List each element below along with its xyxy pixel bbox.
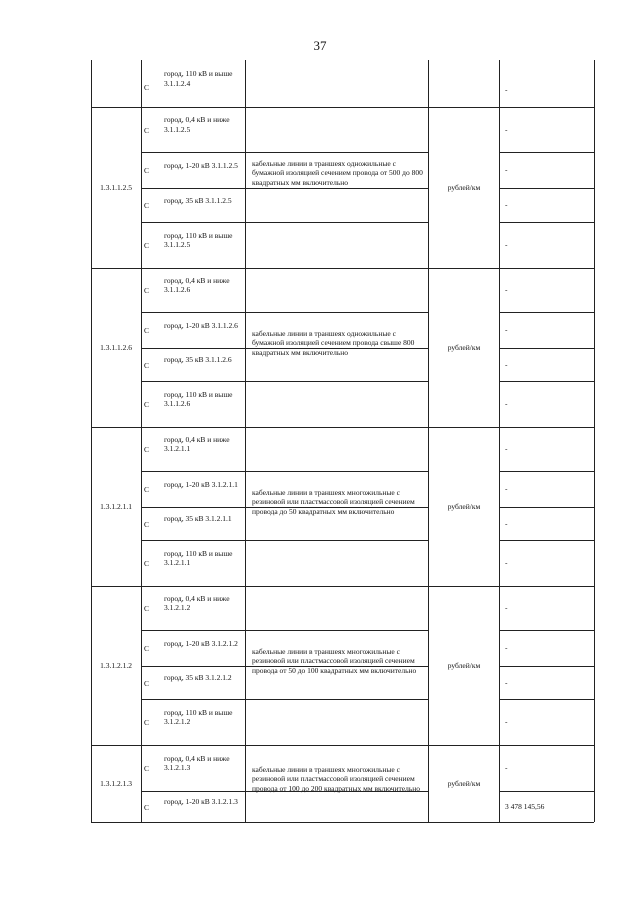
tariff-value: - <box>505 399 508 409</box>
row-rule <box>91 586 594 587</box>
row-code: 1.3.1.2.1.2 <box>100 660 132 670</box>
row-rule <box>499 348 594 349</box>
column-rule <box>428 60 429 822</box>
voltage-category: город, 35 кВ 3.1.2.1.1 <box>164 514 232 523</box>
row-rule <box>499 471 594 472</box>
voltage-category: город, 35 кВ 3.1.1.2.5 <box>164 195 232 205</box>
voltage-category: город, 0,4 кВ и ниже 3.1.1.2.6 <box>164 275 230 295</box>
row-rule <box>499 666 594 667</box>
unit-label: рублей/км <box>447 182 481 192</box>
row-rule <box>141 630 428 631</box>
category-letter: С <box>144 166 150 176</box>
category-letter: С <box>144 604 150 614</box>
row-rule <box>91 268 594 269</box>
row-rule <box>91 107 594 108</box>
row-rule <box>141 188 428 189</box>
unit-label: рублей/км <box>447 660 481 670</box>
voltage-category: город, 1-20 кВ 3.1.2.1.3 <box>164 797 238 806</box>
line-description: кабельные линии в траншеях одножильные с бумажной изоляцией сечением провода от 500 до 800 квадратных мм включительно <box>252 158 423 187</box>
voltage-category: город, 0,4 кВ и ниже 3.1.2.1.1 <box>164 434 230 454</box>
column-rule <box>594 60 595 822</box>
tariff-value: - <box>505 240 508 250</box>
category-letter: С <box>144 82 150 92</box>
row-rule <box>91 745 594 746</box>
tariff-value: 3 478 145,56 <box>505 801 545 811</box>
category-letter: С <box>144 644 150 654</box>
row-rule <box>499 540 594 541</box>
row-rule <box>141 791 428 792</box>
row-rule <box>499 630 594 631</box>
tariff-table <box>91 60 594 822</box>
row-rule <box>141 222 428 223</box>
voltage-category: город, 0,4 кВ и ниже 3.1.1.2.5 <box>164 115 230 134</box>
tariff-value: - <box>505 558 508 568</box>
voltage-category: город, 110 кВ и выше 3.1.1.2.5 <box>164 230 233 250</box>
tariff-value: - <box>505 677 508 687</box>
unit-label: рублей/км <box>447 501 481 511</box>
category-letter: С <box>144 400 150 410</box>
row-code: 1.3.1.2.1.1 <box>100 501 132 511</box>
voltage-category: город, 1-20 кВ 3.1.1.2.5 <box>164 160 238 170</box>
tariff-value: - <box>505 84 508 94</box>
unit-label: рублей/км <box>447 342 481 352</box>
row-rule <box>141 312 428 313</box>
voltage-category: город, 35 кВ 3.1.2.1.2 <box>164 673 232 682</box>
category-letter: С <box>144 241 150 251</box>
row-rule <box>499 507 594 508</box>
row-rule <box>499 791 594 792</box>
tariff-value: - <box>505 717 508 727</box>
tariff-value: - <box>505 518 508 528</box>
page-number: 37 <box>313 38 327 53</box>
voltage-category: город, 0,4 кВ и ниже 3.1.2.1.3 <box>164 753 230 773</box>
tariff-value: - <box>505 603 508 613</box>
category-letter: С <box>144 445 150 455</box>
row-rule <box>499 188 594 189</box>
category-letter: С <box>144 678 150 688</box>
row-code: 1.3.1.1.2.5 <box>100 182 132 192</box>
voltage-category: город, 110 кВ и выше 3.1.2.1.2 <box>164 707 233 727</box>
voltage-category: город, 1-20 кВ 3.1.2.1.2 <box>164 638 238 648</box>
category-letter: С <box>144 559 150 569</box>
voltage-category: город, 110 кВ и выше 3.1.1.2.6 <box>164 389 233 409</box>
row-rule <box>141 699 428 700</box>
column-rule <box>499 60 500 822</box>
line-description: кабельные линии в траншеях одножильные с бумажной изоляцией сечением провода свыше 800 квадратных мм включительно <box>252 328 415 357</box>
category-letter: С <box>144 360 150 370</box>
tariff-value: - <box>505 444 508 454</box>
tariff-value: - <box>505 325 508 335</box>
tariff-value: - <box>505 359 508 369</box>
column-rule <box>245 60 246 822</box>
row-rule <box>141 348 428 349</box>
unit-label: рублей/км <box>447 778 481 788</box>
voltage-category: город, 110 кВ и выше 3.1.2.1.1 <box>164 548 233 568</box>
category-letter: С <box>144 286 150 296</box>
row-rule <box>91 822 594 823</box>
tariff-value: - <box>505 124 508 134</box>
row-rule <box>141 471 428 472</box>
category-letter: С <box>144 718 150 728</box>
row-rule <box>141 666 428 667</box>
row-code: 1.3.1.2.1.3 <box>100 778 132 788</box>
row-code: 1.3.1.1.2.6 <box>100 342 132 352</box>
tariff-value: - <box>505 165 508 175</box>
line-description: кабельные линии в траншеях многожильные с резиновой или пластмассовой изоляцией сечением провода от 100 до 200 квадратных мм включительно <box>252 764 421 793</box>
row-rule <box>91 427 594 428</box>
voltage-category: город, 0,4 кВ и ниже 3.1.2.1.2 <box>164 593 230 613</box>
voltage-category: город, 35 кВ 3.1.1.2.6 <box>164 355 232 364</box>
row-rule <box>141 507 428 508</box>
category-letter: С <box>144 485 150 495</box>
voltage-category: город, 110 кВ и выше 3.1.1.2.4 <box>164 69 233 88</box>
voltage-category: город, 1-20 кВ 3.1.1.2.6 <box>164 320 238 330</box>
row-rule <box>141 540 428 541</box>
column-rule <box>141 60 142 822</box>
row-rule <box>499 312 594 313</box>
category-letter: С <box>144 764 150 774</box>
line-description: кабельные линии в траншеях многожильные с резиновой или пластмассовой изоляцией сечением провода до 50 квадратных мм включительно <box>252 487 415 516</box>
row-rule <box>499 222 594 223</box>
tariff-value: - <box>505 484 508 494</box>
category-letter: С <box>144 201 150 211</box>
category-letter: С <box>144 802 150 812</box>
category-letter: С <box>144 519 150 529</box>
row-rule <box>141 381 428 382</box>
line-description: кабельные линии в траншеях многожильные с резиновой или пластмассовой изоляцией сечением провода от 50 до 100 квадратных мм включительно <box>252 646 417 675</box>
row-rule <box>499 152 594 153</box>
category-letter: С <box>144 326 150 336</box>
tariff-value: - <box>505 643 508 653</box>
row-rule <box>499 699 594 700</box>
row-rule <box>141 152 428 153</box>
column-rule <box>91 60 92 822</box>
tariff-value: - <box>505 763 508 773</box>
category-letter: С <box>144 125 150 135</box>
tariff-value: - <box>505 200 508 210</box>
tariff-value: - <box>505 285 508 295</box>
row-rule <box>499 381 594 382</box>
voltage-category: город, 1-20 кВ 3.1.2.1.1 <box>164 479 238 489</box>
